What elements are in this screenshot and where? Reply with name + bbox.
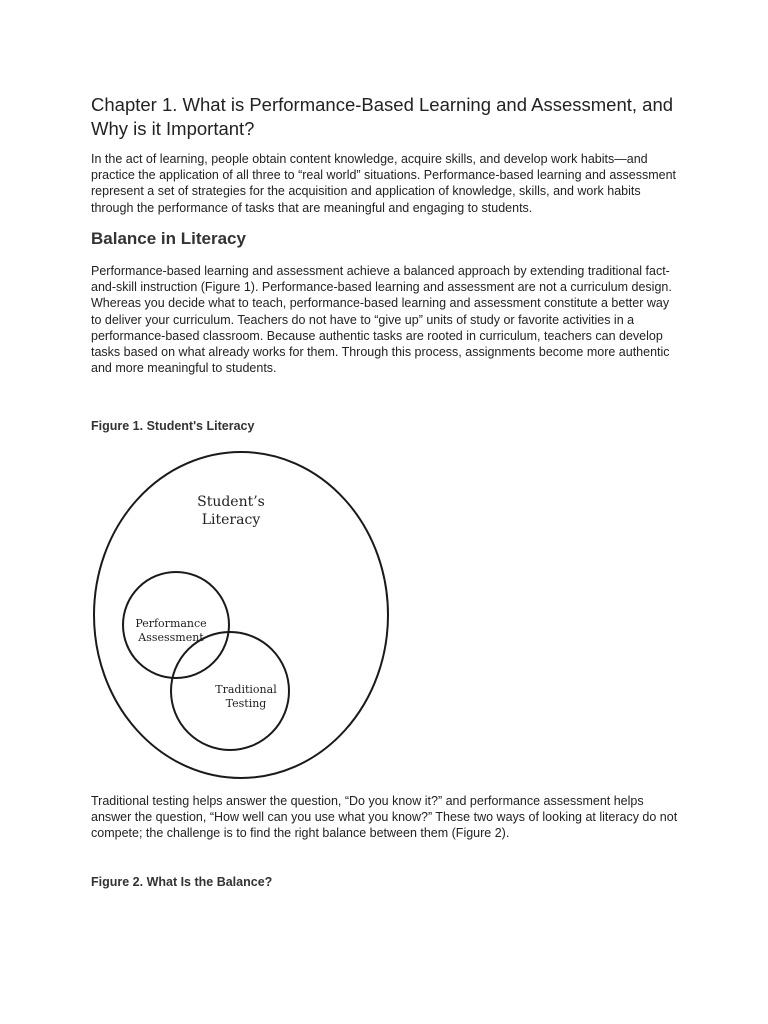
section-heading: Balance in Literacy <box>91 229 246 248</box>
intro-paragraph: In the act of learning, people obtain content knowledge, acquire skills, and develop work habits—and practice the application of all three to “real world” situations. Performance-based learning and assessment represent a set of strategies for the acquisition and application of knowledge, skills, and work habits through the performance of tasks that are meaningful and engaging to students. <box>91 152 677 215</box>
left-label-line2: Assessment <box>138 631 204 644</box>
outer-label-line1: Student’s <box>197 494 265 510</box>
venn-diagram <box>91 440 411 780</box>
right-label-line2: Testing <box>225 697 267 710</box>
balance-paragraph: Performance-based learning and assessment achieve a balanced approach by extending traditional fact-and-skill instruction (Figure 1). Performance-based learning and assessment are not a curriculum design. Whereas you decide what to teach, performance-based learning and assessment constitute a better way to deliver your curriculum. Teachers do not have to “give up” units of study or favorite activities in a performance-based classroom. Because authentic tasks are rooted in curriculum, teachers can develop tasks based on what already works for them. Through this process, assignments become more authentic and more meaningful to students. <box>91 264 672 376</box>
testing-paragraph: Traditional testing helps answer the question, “Do you know it?” and performance assessment helps answer the question, “How well can you use what you know?” These two ways of looking at literacy do not compete; the challenge is to find the right balance between them (Figure 2). <box>91 794 678 841</box>
left-label-line1: Performance <box>135 617 207 630</box>
figure-2-caption: Figure 2. What Is the Balance? <box>91 875 273 889</box>
outer-label-line2: Literacy <box>201 512 261 528</box>
right-label-line1: Traditional <box>215 683 277 696</box>
chapter-title: Chapter 1. What is Performance-Based Learning and Assessment, and Why is it Important? <box>91 94 674 139</box>
figure-1-caption: Figure 1. Student's Literacy <box>91 419 255 433</box>
